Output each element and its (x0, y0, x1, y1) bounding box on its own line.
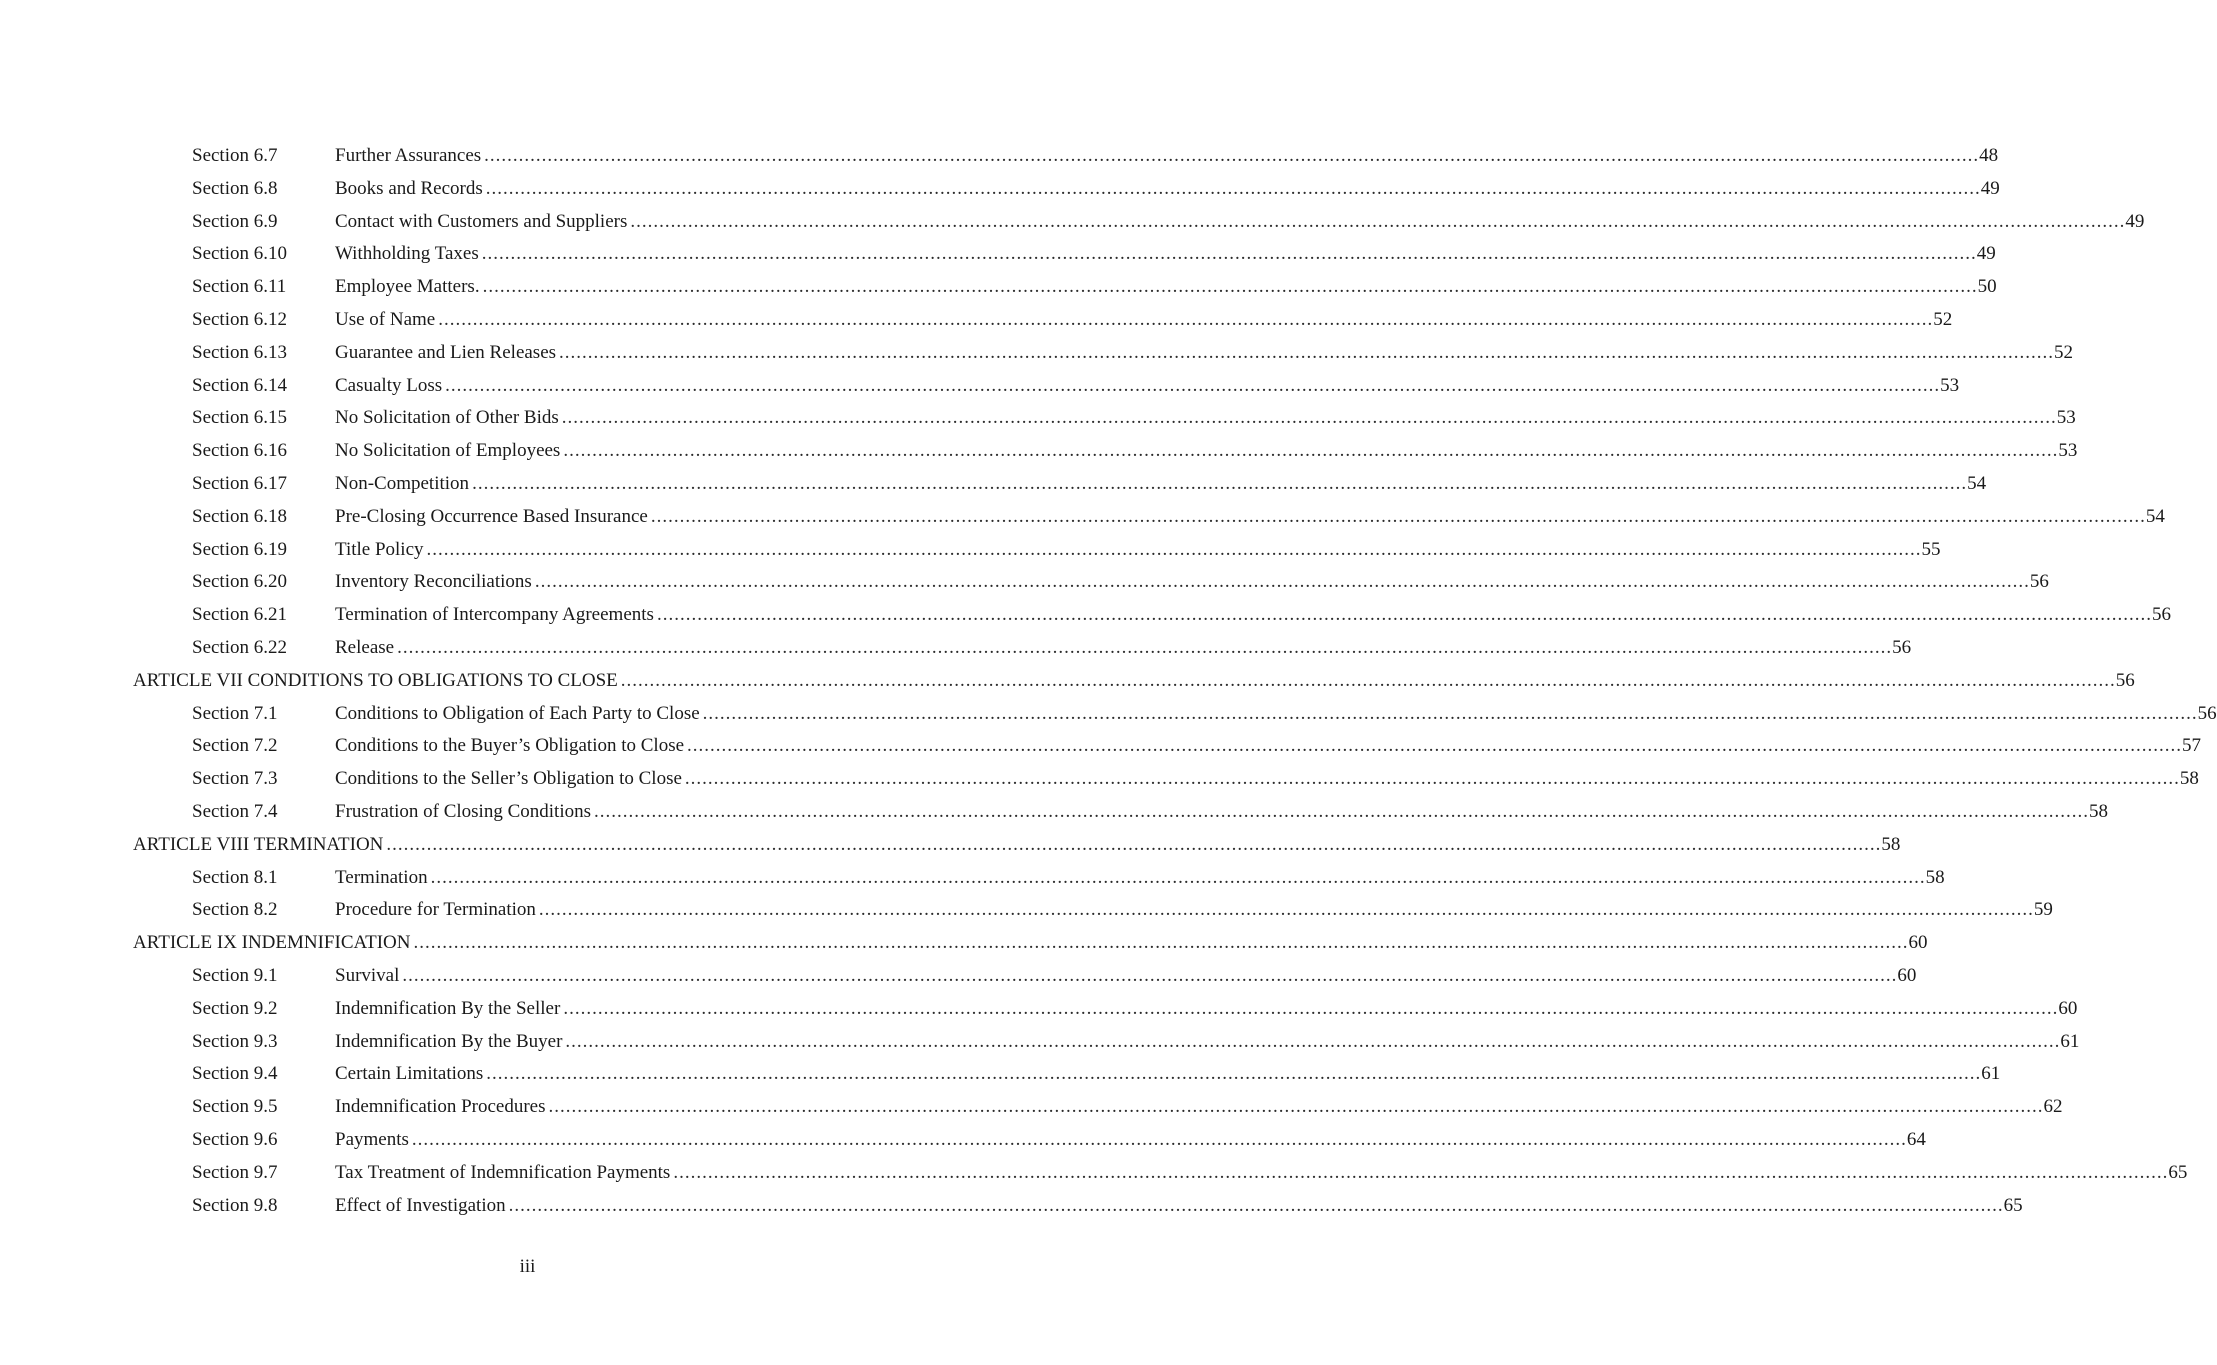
page-reference: 58 (1881, 833, 1901, 855)
toc-entry (335, 1190, 2023, 1223)
section-title: Indemnification By the Seller (335, 997, 561, 1019)
page-reference: 48 (1979, 145, 1999, 166)
page-reference: 52 (2054, 341, 2074, 363)
dot-leader: .................................................................................................................................................................................................................................................................... (630, 210, 2126, 232)
dot-leader: .................................................................................................................................................................................................................................................................... (563, 997, 2059, 1019)
page-reference: 58 (1925, 866, 1945, 888)
page-reference: 59 (2033, 899, 2053, 921)
toc-section-row (0, 271, 1997, 304)
section-title: Books and Records (335, 177, 483, 199)
dot-leader: .................................................................................................................................................................................................................................................................... (481, 243, 1977, 265)
section-number: Section 8.2 (192, 899, 278, 921)
toc-entry (133, 927, 1928, 960)
toc-entry (335, 632, 1912, 665)
dot-leader: .................................................................................................................................................................................................................................................................... (426, 538, 1922, 560)
toc-entry (335, 1026, 2080, 1059)
page-reference: 58 (2179, 768, 2199, 790)
page-reference: 54 (1967, 472, 1987, 494)
page-reference: 52 (1933, 308, 1953, 330)
page-reference: 61 (2060, 1030, 2080, 1052)
dot-leader: .................................................................................................................................................................................................................................................................... (484, 145, 1980, 166)
toc-entry (335, 140, 1999, 173)
section-title: Termination of Intercompany Agreements (335, 604, 654, 626)
toc-entry (133, 829, 1901, 862)
section-title: No Solicitation of Employees (335, 440, 561, 462)
page-reference: 53 (2056, 407, 2076, 429)
toc-section-row (0, 763, 2199, 796)
page-reference: 53 (1940, 374, 1960, 396)
toc-entry (335, 468, 1987, 501)
section-title: Use of Name (335, 308, 436, 330)
section-number: Section 6.20 (192, 571, 287, 593)
dot-leader: .................................................................................................................................................................................................................................................................... (620, 669, 2116, 691)
toc-entry (335, 435, 2078, 468)
dot-leader: .................................................................................................................................................................................................................................................................... (411, 1128, 1907, 1150)
toc-entry (335, 1058, 2001, 1091)
dot-leader: .................................................................................................................................................................................................................................................................... (673, 1161, 2169, 1183)
toc-entry (335, 173, 2000, 206)
section-title: Tax Treatment of Indemnification Payments (335, 1161, 671, 1183)
dot-leader: .................................................................................................................................................................................................................................................................... (438, 308, 1934, 330)
toc-section-row (0, 435, 2078, 468)
section-title: Casualty Loss (335, 374, 443, 396)
section-title: No Solicitation of Other Bids (335, 407, 559, 429)
section-number: Section 6.14 (192, 374, 287, 396)
toc-entry (335, 501, 2165, 534)
section-number: Section 6.12 (192, 308, 287, 330)
dot-leader: .................................................................................................................................................................................................................................................................... (563, 440, 2059, 462)
page-reference: 49 (2125, 210, 2145, 232)
section-number: Section 9.2 (192, 997, 278, 1019)
section-number: Section 7.2 (192, 735, 278, 757)
toc-entry (335, 960, 1917, 993)
toc-section-row (0, 698, 2217, 731)
dot-leader: .................................................................................................................................................................................................................................................................... (687, 735, 2183, 757)
toc-entry (335, 402, 2076, 435)
article-title: ARTICLE IX INDEMNIFICATION (133, 932, 411, 954)
toc-entry (335, 763, 2199, 796)
toc-section-row (0, 960, 1917, 993)
section-title: Non-Competition (335, 472, 470, 494)
toc-entry (335, 1091, 2063, 1124)
section-title: Guarantee and Lien Releases (335, 341, 557, 363)
section-title: Release (335, 636, 395, 658)
section-title: Employee Matters. (335, 276, 480, 298)
toc-entry (335, 796, 2108, 829)
section-number: Section 6.7 (192, 145, 278, 166)
dot-leader: .................................................................................................................................................................................................................................................................... (413, 932, 1909, 954)
section-number: Section 6.9 (192, 210, 278, 232)
section-title: Termination (335, 866, 428, 888)
section-number: Section 9.4 (192, 1063, 278, 1085)
page-reference: 60 (1908, 932, 1928, 954)
toc-section-row (0, 206, 2145, 239)
section-number: Section 7.3 (192, 768, 278, 790)
toc-entry (335, 534, 1941, 567)
toc-article-row (0, 927, 1928, 960)
dot-leader: .................................................................................................................................................................................................................................................................... (472, 472, 1968, 494)
toc-entry (335, 337, 2074, 370)
section-number: Section 6.22 (192, 636, 287, 658)
dot-leader: .................................................................................................................................................................................................................................................................... (594, 800, 2089, 822)
article-title: ARTICLE VII CONDITIONS TO OBLIGATIONS TO CLOSE (133, 669, 618, 691)
dot-leader: .................................................................................................................................................................................................................................................................... (548, 1096, 2044, 1118)
toc-section-row (0, 501, 2165, 534)
toc-article-row (0, 829, 1901, 862)
section-number: Section 6.15 (192, 407, 287, 429)
table-of-contents (0, 140, 2217, 1222)
dot-leader: .................................................................................................................................................................................................................................................................... (684, 768, 2180, 790)
section-number: Section 6.13 (192, 341, 287, 363)
toc-entry (133, 665, 2135, 698)
toc-section-row (0, 468, 1987, 501)
toc-entry (335, 894, 2053, 927)
dot-leader: .................................................................................................................................................................................................................................................................... (386, 833, 1882, 855)
section-number: Section 9.1 (192, 964, 278, 986)
toc-entry (335, 271, 1997, 304)
toc-section-row (0, 1157, 2188, 1190)
section-number: Section 9.3 (192, 1030, 278, 1052)
toc-entry (335, 599, 2171, 632)
section-number: Section 6.21 (192, 604, 287, 626)
toc-section-row (0, 534, 1941, 567)
section-number: Section 6.8 (192, 177, 278, 199)
toc-section-row (0, 566, 2049, 599)
toc-section-row (0, 1058, 2001, 1091)
page-reference: 53 (2058, 440, 2078, 462)
section-number: Section 6.11 (192, 276, 287, 298)
section-title: Indemnification Procedures (335, 1096, 546, 1118)
page-reference: 62 (2043, 1096, 2063, 1118)
toc-section-row (0, 304, 1953, 337)
page-reference: 50 (1977, 276, 1997, 298)
page-reference: 49 (1976, 243, 1996, 265)
section-number: Section 6.16 (192, 440, 287, 462)
section-number: Section 7.4 (192, 800, 278, 822)
dot-leader: .................................................................................................................................................................................................................................................................... (538, 899, 2034, 921)
toc-entry (335, 1157, 2188, 1190)
page-reference: 61 (1981, 1063, 2001, 1085)
toc-entry (335, 1124, 1926, 1157)
toc-entry (335, 993, 2078, 1026)
dot-leader: .................................................................................................................................................................................................................................................................... (397, 636, 1893, 658)
dot-leader: .................................................................................................................................................................................................................................................................... (508, 1194, 2004, 1216)
page-reference: 60 (1897, 964, 1917, 986)
section-title: Inventory Reconciliations (335, 571, 532, 593)
page-reference: 60 (2058, 997, 2078, 1019)
toc-section-row (0, 730, 2202, 763)
section-title: Pre-Closing Occurrence Based Insurance (335, 505, 648, 527)
section-title: Indemnification By the Buyer (335, 1030, 563, 1052)
toc-section-row (0, 1026, 2080, 1059)
page-reference: 65 (2003, 1194, 2023, 1216)
dot-leader: .................................................................................................................................................................................................................................................................... (482, 276, 1978, 298)
dot-leader: .................................................................................................................................................................................................................................................................... (402, 964, 1898, 986)
section-title: Further Assurances (335, 145, 482, 166)
section-title: Procedure for Termination (335, 899, 536, 921)
page-number: iii (519, 1256, 536, 1277)
page-reference: 56 (2151, 604, 2171, 626)
toc-section-row (0, 599, 2171, 632)
toc-section-row (0, 337, 2074, 370)
dot-leader: .................................................................................................................................................................................................................................................................... (565, 1030, 2061, 1052)
toc-section-row (0, 238, 1996, 271)
dot-leader: .................................................................................................................................................................................................................................................................... (559, 341, 2055, 363)
toc-section-row (0, 370, 1960, 403)
dot-leader: .................................................................................................................................................................................................................................................................... (656, 604, 2152, 626)
section-title: Certain Limitations (335, 1063, 484, 1085)
toc-section-row (0, 140, 1999, 173)
article-title: ARTICLE VIII TERMINATION (133, 833, 384, 855)
page-reference: 65 (2168, 1161, 2188, 1183)
section-title: Conditions to the Buyer’s Obligation to Close (335, 735, 685, 757)
toc-section-row (0, 402, 2076, 435)
page-reference: 54 (2145, 505, 2165, 527)
section-number: Section 7.1 (192, 702, 278, 724)
section-number: Section 6.19 (192, 538, 287, 560)
toc-entry (335, 730, 2202, 763)
section-title: Title Policy (335, 538, 424, 560)
toc-entry (335, 304, 1953, 337)
section-title: Payments (335, 1128, 409, 1150)
section-title: Effect of Investigation (335, 1194, 506, 1216)
toc-section-row (0, 1124, 1926, 1157)
toc-entry (335, 862, 1945, 895)
page-reference: 64 (1906, 1128, 1926, 1150)
toc-section-row (0, 894, 2053, 927)
toc-section-row (0, 632, 1912, 665)
dot-leader: .................................................................................................................................................................................................................................................................... (486, 1063, 1982, 1085)
section-title: Survival (335, 964, 400, 986)
page-reference: 58 (2089, 800, 2108, 822)
dot-leader: .................................................................................................................................................................................................................................................................... (430, 866, 1926, 888)
toc-section-row (0, 862, 1945, 895)
toc-entry (335, 698, 2217, 731)
toc-section-row (0, 1091, 2063, 1124)
dot-leader: .................................................................................................................................................................................................................................................................... (534, 571, 2030, 593)
toc-article-row (0, 665, 2135, 698)
toc-entry (335, 206, 2145, 239)
section-title: Contact with Customers and Suppliers (335, 210, 628, 232)
dot-leader: .................................................................................................................................................................................................................................................................... (561, 407, 2057, 429)
page-reference: 49 (1980, 177, 2000, 199)
toc-section-row (0, 796, 2108, 829)
section-number: Section 9.7 (192, 1161, 278, 1183)
section-title: Conditions to Obligation of Each Party to Close (335, 702, 700, 724)
page-reference: 56 (2197, 702, 2217, 724)
section-number: Section 6.18 (192, 505, 287, 527)
section-title: Frustration of Closing Conditions (335, 800, 591, 822)
page-reference: 56 (2115, 669, 2135, 691)
section-title: Withholding Taxes (335, 243, 479, 265)
toc-section-row (0, 173, 2000, 206)
section-number: Section 9.6 (192, 1128, 278, 1150)
page-reference: 56 (2029, 571, 2049, 593)
dot-leader: .................................................................................................................................................................................................................................................................... (650, 505, 2146, 527)
toc-section-row (0, 1190, 2023, 1223)
toc-section-row (0, 993, 2078, 1026)
section-number: Section 6.17 (192, 472, 287, 494)
toc-entry (335, 370, 1960, 403)
section-number: Section 9.8 (192, 1194, 278, 1216)
dot-leader: .................................................................................................................................................................................................................................................................... (445, 374, 1941, 396)
section-number: Section 9.5 (192, 1096, 278, 1118)
page-reference: 56 (1892, 636, 1912, 658)
page-reference: 55 (1921, 538, 1941, 560)
toc-entry (335, 238, 1996, 271)
toc-entry (335, 566, 2049, 599)
section-number: Section 8.1 (192, 866, 278, 888)
dot-leader: .................................................................................................................................................................................................................................................................... (702, 702, 2198, 724)
dot-leader: .................................................................................................................................................................................................................................................................... (485, 177, 1981, 199)
section-number: Section 6.10 (192, 243, 287, 265)
section-title: Conditions to the Seller’s Obligation to Close (335, 768, 682, 790)
page-reference: 57 (2182, 735, 2202, 757)
